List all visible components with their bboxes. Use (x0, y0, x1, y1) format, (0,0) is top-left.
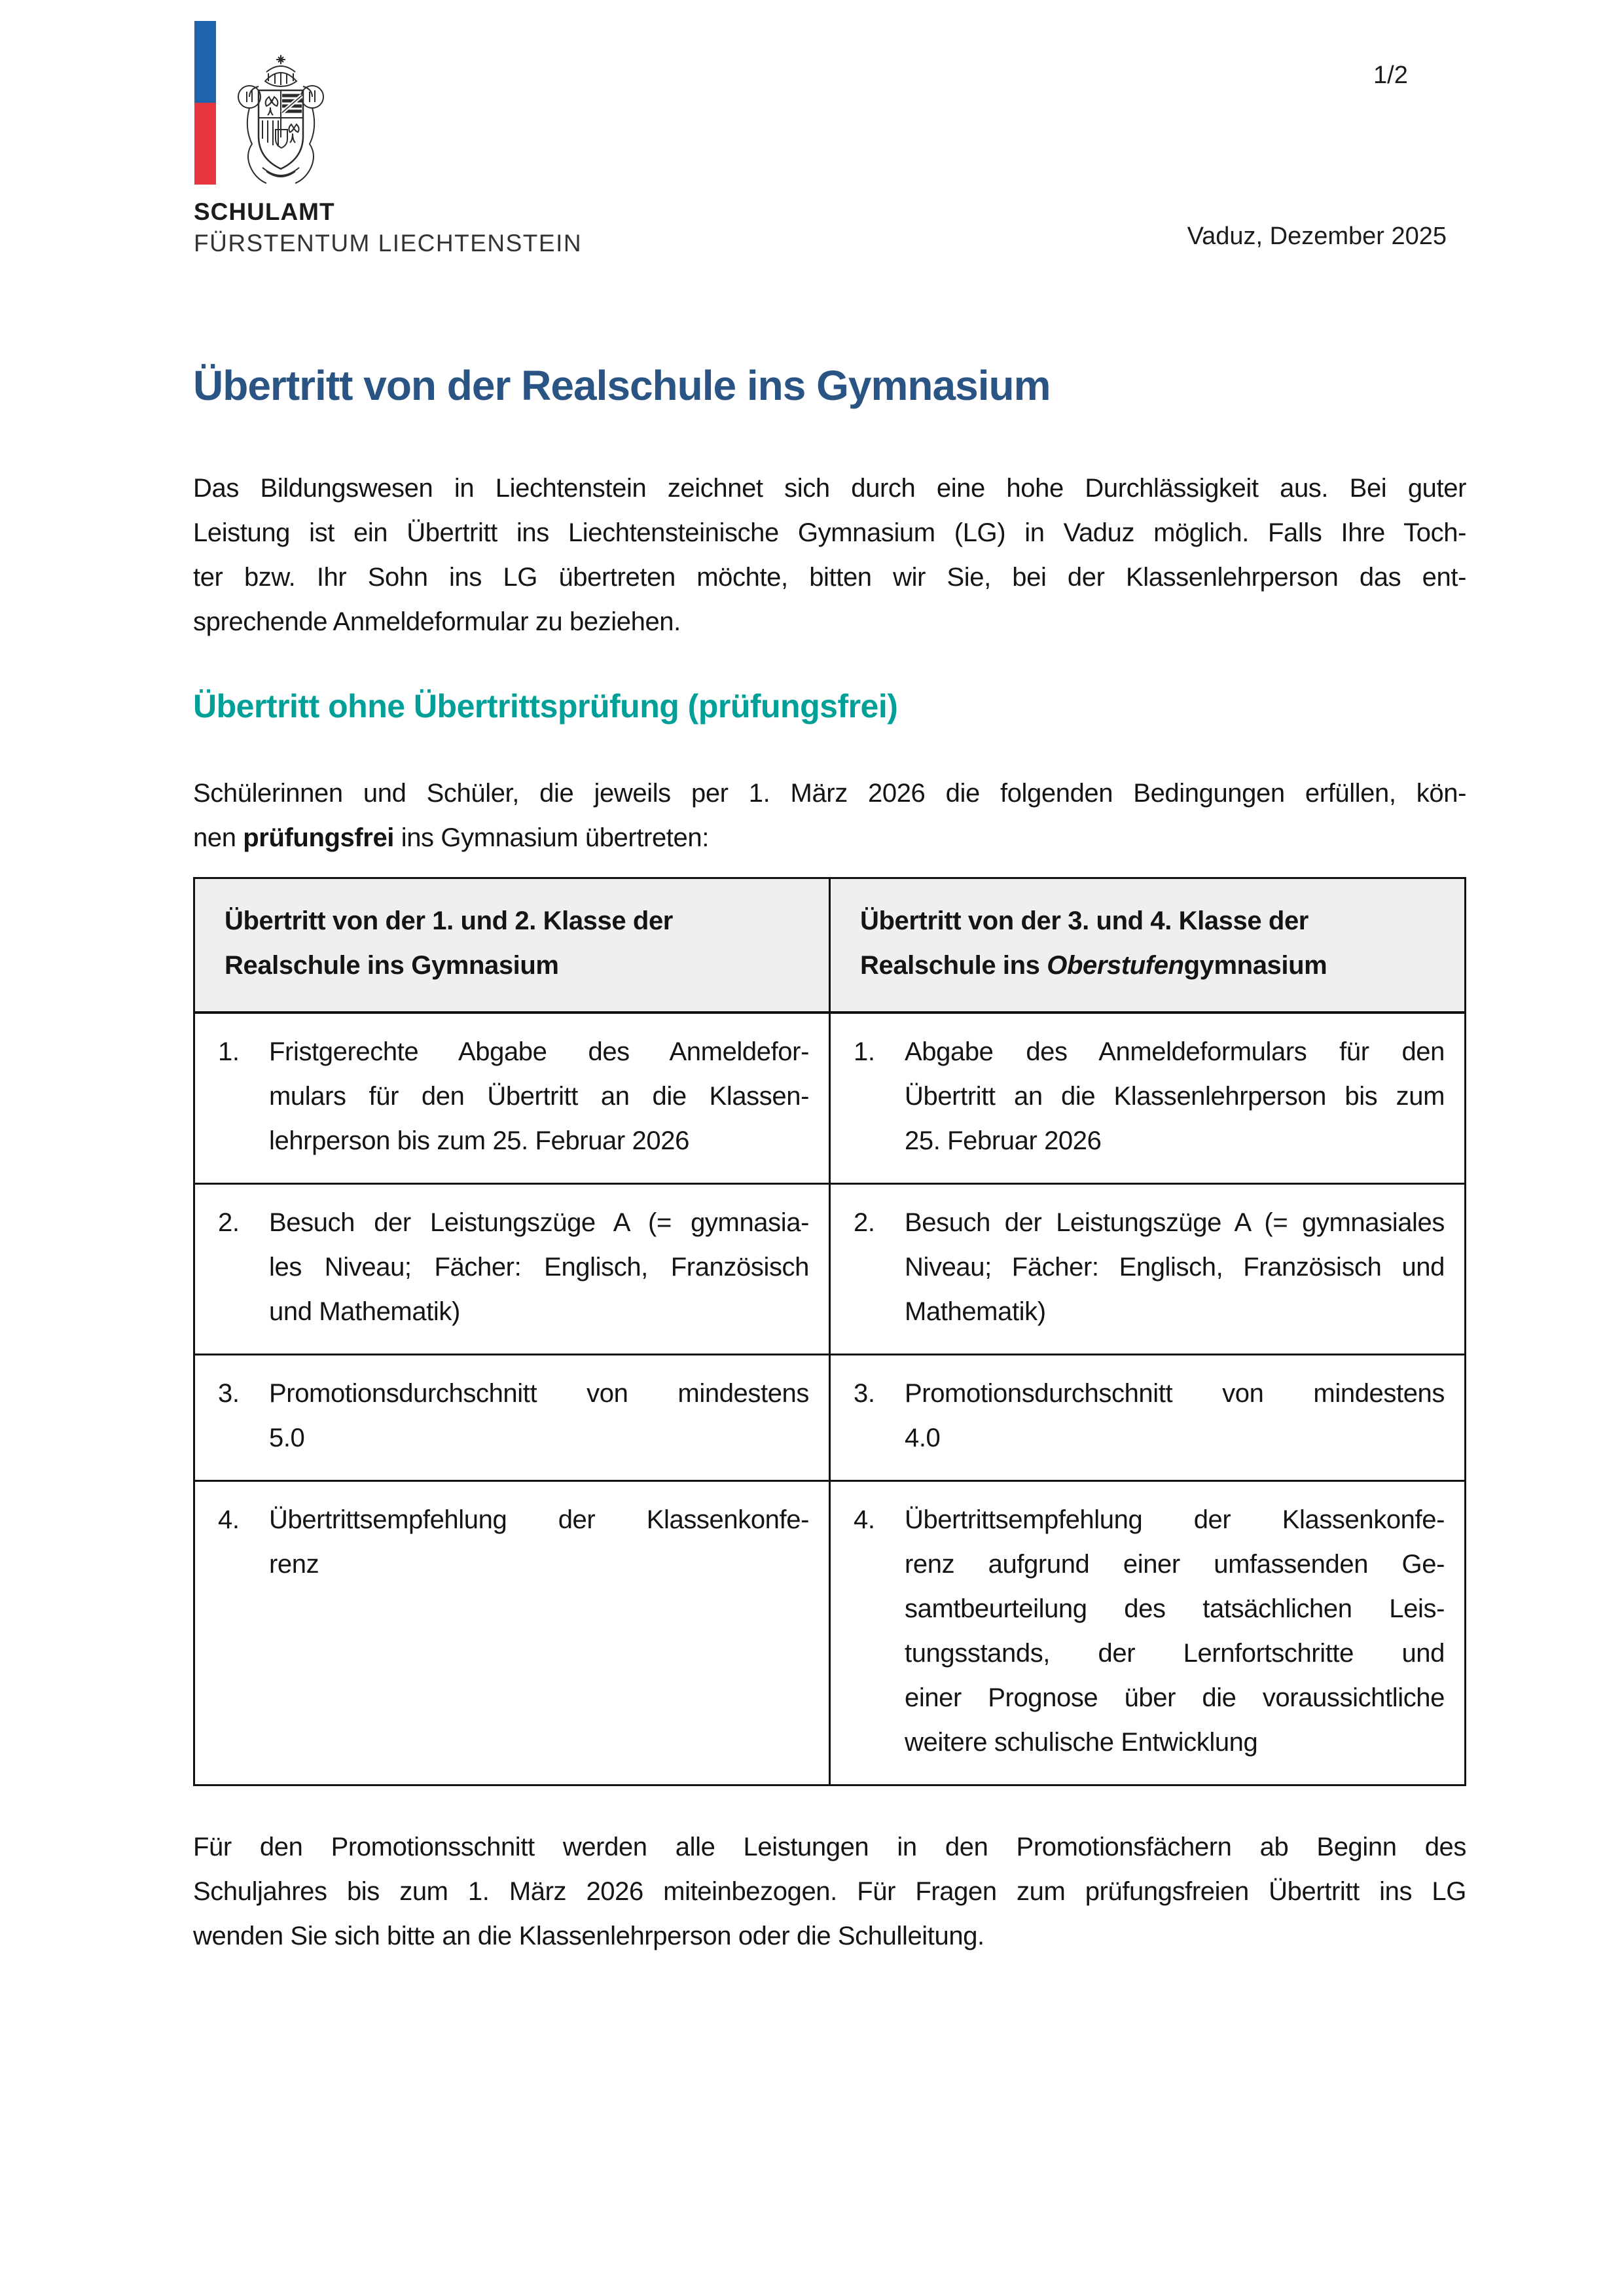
text-line: 4.0 (905, 1424, 941, 1452)
section-heading: Übertritt ohne Übertrittsprüfung (prüfungsfrei) (193, 688, 898, 725)
text-line: lehrperson bis zum 25. Februar 2026 (269, 1126, 689, 1155)
table-cell (830, 1013, 1466, 1184)
text-line: Promotionsdurchschnitt von mindestens (269, 1379, 809, 1408)
text-line: Für den Promotionsschnitt werden alle Leistungen in den Promotionsfächern ab Beginn des (193, 1833, 1466, 1861)
text-line: Übertrittsempfehlung der Klassenkonfe- (269, 1505, 809, 1534)
list-number: 2. (854, 1208, 875, 1237)
list-number: 3. (854, 1379, 875, 1408)
text-line: Abgabe des Anmeldeformulars für den (905, 1037, 1445, 1066)
list-item-text (269, 1030, 809, 1163)
text-line: wenden Sie sich bitte an die Klassenlehrperson oder die Schulleitung. (193, 1922, 984, 1950)
text-line: 5.0 (269, 1424, 305, 1452)
text-line: und Mathematik) (269, 1297, 460, 1326)
text-line: Niveau; Fächer: Englisch, Französisch und (905, 1253, 1445, 1282)
text-line: 25. Februar 2026 (905, 1126, 1102, 1155)
text-line: Schülerinnen und Schüler, die jeweils per 1. März 2026 die folgenden Bedingungen erfüllen, kön- (193, 779, 1466, 808)
text-line: Übertritt von der 3. und 4. Klasse der (860, 906, 1308, 935)
document-title: Übertritt von der Realschule ins Gymnasium (193, 362, 1051, 409)
table-row (194, 1013, 1466, 1184)
list-number: 2. (218, 1208, 240, 1237)
header-text (225, 899, 803, 988)
org-state: FÜRSTENTUM LIECHTENSTEIN (194, 230, 583, 257)
text-line: Übertritt an die Klassenlehrperson bis zum (905, 1082, 1445, 1111)
table-cell (194, 1184, 830, 1355)
coat-of-arms-icon (227, 52, 335, 191)
text-line: Realschule ins Oberstufengymnasium (860, 951, 1327, 980)
table-cell (194, 1355, 830, 1481)
text-line: einer Prognose über die voraussichtliche (905, 1683, 1445, 1712)
list-item-text (269, 1371, 809, 1460)
text-line: sprechende Anmeldeformular zu beziehen. (193, 607, 681, 636)
text-line: renz (269, 1550, 319, 1579)
table-row (194, 1184, 1466, 1355)
text-line: Promotionsdurchschnitt von mindestens (905, 1379, 1445, 1408)
section-intro-paragraph (193, 771, 1466, 860)
text-line: mulars für den Übertritt an die Klassen- (269, 1082, 809, 1111)
intro-paragraph (193, 466, 1466, 644)
table-cell (830, 1184, 1466, 1355)
list-item-text (269, 1200, 809, 1334)
table-header-cell-left (194, 878, 830, 1013)
table-header-cell-right (830, 878, 1466, 1013)
text-line: Übertritt von der 1. und 2. Klasse der (225, 906, 673, 935)
text-line: ter bzw. Ihr Sohn ins LG übertreten möchte, bitten wir Sie, bei der Klassenlehrperson das ent- (193, 563, 1466, 592)
text-line: tungsstands, der Lernfortschritte und (905, 1639, 1445, 1668)
table-cell (830, 1481, 1466, 1785)
list-number: 3. (218, 1379, 240, 1408)
text-line: renz aufgrund einer umfassenden Ge- (905, 1550, 1445, 1579)
text-line: Fristgerechte Abgabe des Anmeldefor- (269, 1037, 809, 1066)
list-item-text (905, 1371, 1445, 1460)
text-line: Realschule ins Gymnasium (225, 951, 559, 980)
text-line: Übertrittsempfehlung der Klassenkonfe- (905, 1505, 1445, 1534)
list-item-text (269, 1498, 809, 1587)
list-number: 1. (218, 1037, 240, 1066)
text-line: Besuch der Leistungszüge A (= gymnasiales (905, 1208, 1445, 1237)
table-row (194, 1355, 1466, 1481)
org-name: SCHULAMT (194, 198, 335, 225)
text-line: Schuljahres bis zum 1. März 2026 miteinbezogen. Für Fragen zum prüfungsfreien Übertritt ins LG (193, 1877, 1466, 1906)
text-line: Das Bildungswesen in Liechtenstein zeichnet sich durch eine hohe Durchlässigkeit aus. Bei guter (193, 474, 1466, 503)
header-text (860, 899, 1438, 988)
text-line: weitere schulische Entwicklung (905, 1728, 1258, 1757)
liechtenstein-flag-bar-icon (194, 21, 216, 185)
requirements-table (193, 877, 1466, 1786)
list-item-text (905, 1200, 1445, 1334)
text-line: Leistung ist ein Übertritt ins Liechtensteinische Gymnasium (LG) in Vaduz möglich. Falls Ihre Toch- (193, 518, 1466, 547)
text-line: Besuch der Leistungszüge A (= gymnasia- (269, 1208, 809, 1237)
page-number: 1/2 (1373, 62, 1408, 89)
list-number: 4. (218, 1505, 240, 1534)
table-row (194, 1481, 1466, 1785)
list-item-text (905, 1030, 1445, 1163)
text-line: nen prüfungsfrei ins Gymnasium übertreten: (193, 823, 709, 852)
text-line: samtbeurteilung des tatsächlichen Leis- (905, 1594, 1445, 1623)
list-item-text (905, 1498, 1445, 1765)
list-number: 1. (854, 1037, 875, 1066)
text-line: Mathematik) (905, 1297, 1046, 1326)
table-header-row (194, 878, 1466, 1013)
text-line: les Niveau; Fächer: Englisch, Französisch (269, 1253, 809, 1282)
table-cell (194, 1013, 830, 1184)
table-cell (830, 1355, 1466, 1481)
place-date: Vaduz, Dezember 2025 (1187, 223, 1447, 250)
list-number: 4. (854, 1505, 875, 1534)
closing-paragraph (193, 1825, 1466, 1958)
table-cell (194, 1481, 830, 1785)
